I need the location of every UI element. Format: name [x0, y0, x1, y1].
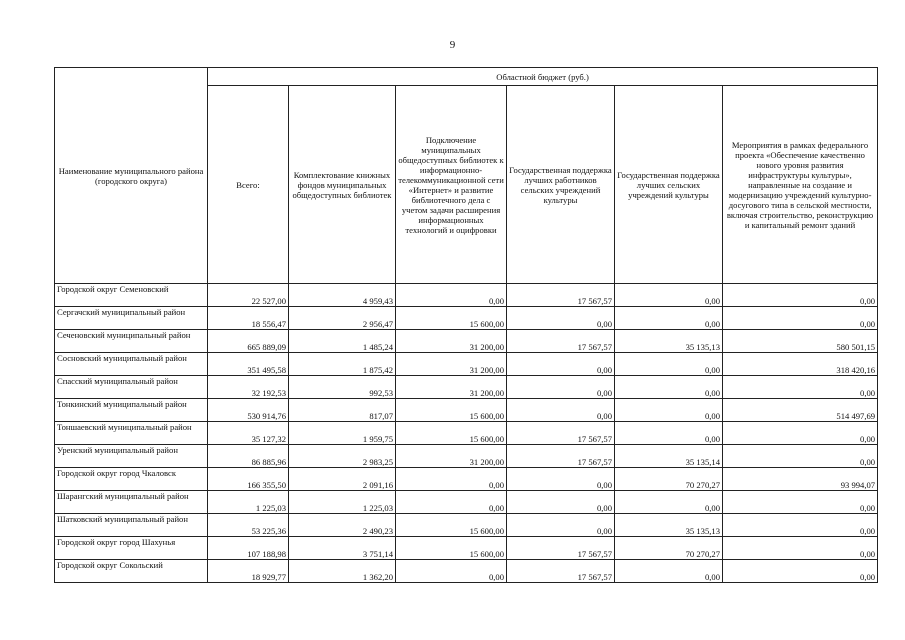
budget-table	[54, 67, 878, 583]
table-body	[55, 284, 878, 583]
row-district-name: Сеченовский муниципальный район	[55, 330, 208, 353]
table-row	[55, 491, 878, 514]
row-district-name: Сергачский муниципальный район	[55, 307, 208, 330]
header-support-workers: Государственная поддержка лучших работников сельских учреждений культуры	[507, 86, 615, 284]
row-district-name: Городской округ Сокольский	[55, 560, 208, 583]
table-header-group-row	[55, 68, 878, 86]
cell-support-institutions: 0,00	[615, 307, 723, 330]
table-row	[55, 307, 878, 330]
header-internet-connection: Подключение муниципальных общедоступных библиотек к информационно-телекоммуникационной сети «Интернет» и развитие библиотечного дела с учетом задачи расширения информационных технологий и оцифровки	[396, 86, 507, 284]
cell-book-funds: 992,53	[289, 376, 396, 399]
header-federal-project: Мероприятия в рамках федерального проекта «Обеспечение качественно нового уровня развития инфраструктуры культуры», направленные на создание и модернизацию учреждений культурно-досугового типа в сельской местности, включая строительство, реконструкцию и капитальный ремонт зданий	[723, 86, 878, 284]
cell-federal-project: 318 420,16	[723, 353, 878, 376]
cell-support-workers: 0,00	[507, 468, 615, 491]
table-row	[55, 284, 878, 307]
cell-support-institutions: 35 135,14	[615, 445, 723, 468]
cell-internet-connection: 0,00	[396, 560, 507, 583]
cell-support-workers: 17 567,57	[507, 330, 615, 353]
cell-internet-connection: 15 600,00	[396, 422, 507, 445]
cell-support-institutions: 0,00	[615, 422, 723, 445]
cell-book-funds: 1 225,03	[289, 491, 396, 514]
cell-book-funds: 2 091,16	[289, 468, 396, 491]
cell-support-workers: 17 567,57	[507, 537, 615, 560]
cell-federal-project: 0,00	[723, 445, 878, 468]
cell-book-funds: 3 751,14	[289, 537, 396, 560]
cell-book-funds: 4 959,43	[289, 284, 396, 307]
table-row	[55, 560, 878, 583]
row-district-name: Сосновский муниципальный район	[55, 353, 208, 376]
table-row	[55, 514, 878, 537]
cell-support-institutions: 70 270,27	[615, 468, 723, 491]
cell-support-workers: 0,00	[507, 307, 615, 330]
cell-total: 166 355,50	[208, 468, 289, 491]
cell-support-institutions: 0,00	[615, 353, 723, 376]
cell-support-institutions: 0,00	[615, 491, 723, 514]
row-district-name: Городской округ Семеновский	[55, 284, 208, 307]
cell-support-institutions: 0,00	[615, 376, 723, 399]
header-name-column: Наименование муниципального района (городского округа)	[55, 68, 208, 284]
cell-federal-project: 580 501,15	[723, 330, 878, 353]
cell-internet-connection: 0,00	[396, 284, 507, 307]
table-row	[55, 445, 878, 468]
table-row	[55, 468, 878, 491]
cell-federal-project: 0,00	[723, 307, 878, 330]
cell-federal-project: 0,00	[723, 376, 878, 399]
header-support-institutions: Государственная поддержка лучших сельских учреждений культуры	[615, 86, 723, 284]
cell-total: 351 495,58	[208, 353, 289, 376]
cell-total: 32 192,53	[208, 376, 289, 399]
cell-book-funds: 1 959,75	[289, 422, 396, 445]
cell-support-workers: 0,00	[507, 399, 615, 422]
table-row	[55, 537, 878, 560]
cell-federal-project: 0,00	[723, 537, 878, 560]
cell-federal-project: 0,00	[723, 514, 878, 537]
header-total: Всего:	[208, 86, 289, 284]
header-regional-budget: Областной бюджет (руб.)	[208, 68, 878, 86]
cell-support-workers: 0,00	[507, 491, 615, 514]
cell-support-workers: 17 567,57	[507, 560, 615, 583]
cell-support-institutions: 0,00	[615, 399, 723, 422]
cell-book-funds: 1 875,42	[289, 353, 396, 376]
cell-support-institutions: 0,00	[615, 284, 723, 307]
cell-support-workers: 17 567,57	[507, 422, 615, 445]
cell-book-funds: 1 362,20	[289, 560, 396, 583]
table-row	[55, 376, 878, 399]
row-district-name: Уренский муниципальный район	[55, 445, 208, 468]
cell-total: 1 225,03	[208, 491, 289, 514]
row-district-name: Спасский муниципальный район	[55, 376, 208, 399]
page-number: 9	[449, 39, 456, 51]
cell-book-funds: 2 956,47	[289, 307, 396, 330]
cell-total: 18 556,47	[208, 307, 289, 330]
cell-total: 530 914,76	[208, 399, 289, 422]
cell-federal-project: 0,00	[723, 491, 878, 514]
table-row	[55, 399, 878, 422]
cell-internet-connection: 0,00	[396, 468, 507, 491]
cell-book-funds: 817,07	[289, 399, 396, 422]
cell-support-workers: 0,00	[507, 376, 615, 399]
header-book-funds: Комплектование книжных фондов муниципальных общедоступных библиотек	[289, 86, 396, 284]
cell-federal-project: 0,00	[723, 422, 878, 445]
cell-support-institutions: 0,00	[615, 560, 723, 583]
cell-internet-connection: 15 600,00	[396, 537, 507, 560]
cell-support-institutions: 35 135,13	[615, 514, 723, 537]
cell-total: 35 127,32	[208, 422, 289, 445]
cell-federal-project: 0,00	[723, 560, 878, 583]
cell-federal-project: 93 994,07	[723, 468, 878, 491]
cell-support-workers: 17 567,57	[507, 284, 615, 307]
table-row	[55, 330, 878, 353]
cell-total: 18 929,77	[208, 560, 289, 583]
table-row	[55, 353, 878, 376]
cell-book-funds: 2 490,23	[289, 514, 396, 537]
cell-support-workers: 17 567,57	[507, 445, 615, 468]
cell-internet-connection: 31 200,00	[396, 330, 507, 353]
cell-support-institutions: 35 135,13	[615, 330, 723, 353]
table-row	[55, 422, 878, 445]
row-district-name: Шарангский муниципальный район	[55, 491, 208, 514]
cell-internet-connection: 0,00	[396, 491, 507, 514]
cell-internet-connection: 31 200,00	[396, 376, 507, 399]
cell-federal-project: 0,00	[723, 284, 878, 307]
cell-book-funds: 1 485,24	[289, 330, 396, 353]
cell-internet-connection: 15 600,00	[396, 307, 507, 330]
row-district-name: Городской округ город Шахунья	[55, 537, 208, 560]
cell-support-institutions: 70 270,27	[615, 537, 723, 560]
row-district-name: Городской округ город Чкаловск	[55, 468, 208, 491]
cell-internet-connection: 15 600,00	[396, 514, 507, 537]
cell-total: 22 527,00	[208, 284, 289, 307]
cell-internet-connection: 31 200,00	[396, 353, 507, 376]
row-district-name: Тоншаевский муниципальный район	[55, 422, 208, 445]
row-district-name: Тонкинский муниципальный район	[55, 399, 208, 422]
cell-total: 86 885,96	[208, 445, 289, 468]
cell-support-workers: 0,00	[507, 353, 615, 376]
cell-internet-connection: 15 600,00	[396, 399, 507, 422]
cell-book-funds: 2 983,25	[289, 445, 396, 468]
cell-federal-project: 514 497,69	[723, 399, 878, 422]
row-district-name: Шатковский муниципальный район	[55, 514, 208, 537]
cell-internet-connection: 31 200,00	[396, 445, 507, 468]
cell-support-workers: 0,00	[507, 514, 615, 537]
cell-total: 665 889,09	[208, 330, 289, 353]
cell-total: 53 225,36	[208, 514, 289, 537]
cell-total: 107 188,98	[208, 537, 289, 560]
